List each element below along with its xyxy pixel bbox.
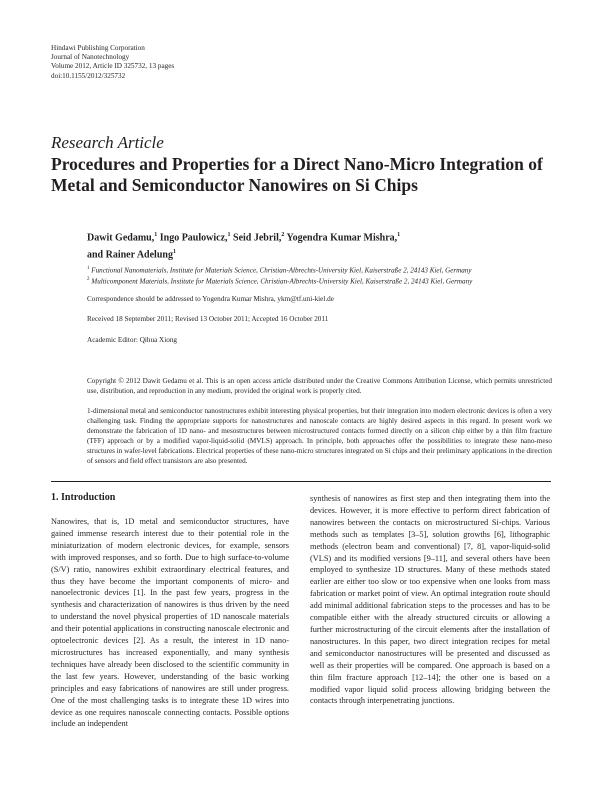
copyright-notice: Copyright © 2012 Dawit Gedamu et al. This is an open access article distributed under the Creative Commons Attribution License, which permits unrestricted use, distribution, and reproduction in any medium, provided the original work is properly cited. — [87, 377, 552, 395]
author-name: Dawit Gedamu, — [87, 232, 155, 244]
editor-line: Academic Editor: Qihua Xiong — [87, 336, 178, 344]
author-name: Ingo Paulowicz, — [159, 232, 228, 244]
affiliation-item: $^2$ Multicomponent Materials, Institute for Materials Science, Christian-Albrechts-University Kiel, Kaiserstraße 2, 24143 Kiel, Germany — [87, 277, 473, 286]
author-name: and Rainer Adelung — [87, 249, 173, 261]
paragraph: Nanowires, that is, 1D metal and semiconductor structures, have gained immense research interest due to their potential role in the miniaturization of modern electronic devices, for example, sensors with improved responses, and so forth. Due to high surface-to-volume (S/V) ratio, nanowires exhibit extraordinary electrical features, and thus they have become the important components of micro- and nanoelectronic devices [1]. In the past few years, progress in the synthesis and characterization of nanowires is thus driven by the need to understand the novel physical properties of 1D nanoscale materials and their potential applications in constructing nanoscale electronic and optoelectronic devices [2]. As a result, the interest in 1D nano-microstructures has increased exponentially, and many synthesis techniques have already been disclosed to the scientific community in the last few years. However, understanding of the basic working principles and easy fabrications of nanowires are still under progress. One of the most challenging tasks is to integrate these 1D wires into device as one requires nanoscale connecting contacts. Possible options include an independent — [51, 517, 289, 729]
author-affiliation-mark: 2 — [281, 232, 285, 238]
journal-line: Journal of Nanotechnology — [51, 53, 130, 62]
author-affiliation-mark: 1 — [227, 232, 231, 238]
affiliation-item: $^1$ Functional Nanomaterials, Institute for Materials Science, Christian-Albrechts-University Kiel, Kaiserstraße 2, 24143 Kiel, Germany — [87, 266, 472, 275]
author-list — [87, 228, 557, 263]
volume-line: Volume 2012, Article ID 325732, 13 pages — [51, 62, 175, 71]
paper-title: Procedures and Properties for a Direct Nano-Micro Integration of Metal and Semiconductor Nanowires on Si Chips — [51, 154, 543, 195]
correspondence-line: Correspondence should be addressed to Yogendra Kumar Mishra, ykm@tf.uni-kiel.de — [87, 295, 334, 303]
doi-line: doi:10.1155/2012/325732 — [51, 71, 126, 80]
author-affiliation-mark: 1 — [172, 249, 176, 256]
abstract-text: 1-dimensional metal and semiconductor nanostructures exhibit interesting physical properties, but their integration into modern electronic devices is often a very challenging task. Finding the appropriate supports for nanostructures and nanoscale contacts are highly desired aspects in this regard. In present work we demonstrate the fabrication of 1D nano- and mesostructures between microstructured contacts formed directly on a silicon chip either by a thin film fracture (TFF) approach or by a modified vapor-liquid-solid (MVLS) approach. In principle, both approaches offer the possibilities to integrate these nano-meso structures in wafer-level fabrications. Electrical properties of these nano-micro structures integrated on Si chips and their preliminary applications in the direction of sensors and field effect transistors are also presented. — [87, 407, 552, 466]
paragraph: synthesis of nanowires as first step and then integrating them into the devices. However, it is more effective to perform direct fabrication of nanowires between the contacts on microstructured Si-chips. Various methods such as templates [3–5], solution growths [6], lithographic methods (electron beam and conventional) [7, 8], vapor-liquid-solid (VLS) and its modified versions [9–11], and several others have been employed to synthesize 1D structures. Many of these methods stated earlier are either too slow or too expensive when one looks from mass fabrication or market point of view. An optimal integration route should add minimal additional fabrication steps to the processes and has to be compatible either with the already structured circuits or allowing a further microstructuring of the circuit elements after the installation of nanostructures. In this paper, two direct integration recipes for metal and semiconductor nanostructures will be presented and discussed as well as their properties will be compared. One approach is based on a thin film fracture approach [12–14]; the other one is based on a modified vapor liquid solid process allowing bridging between the contacts through interpenetrating junctions. — [310, 494, 550, 706]
dates-line: Received 18 September 2011; Revised 13 October 2011; Accepted 16 October 2011 — [87, 315, 329, 323]
affiliation-list — [87, 264, 557, 287]
article-type: Research Article — [51, 133, 164, 152]
author-affiliation-mark: 1 — [154, 232, 158, 238]
intro-left-column — [51, 516, 289, 730]
section-divider — [51, 481, 551, 482]
author-name: Yogendra Kumar Mishra, — [286, 232, 398, 244]
author-name: Seid Jebril, — [233, 232, 282, 244]
intro-right-column — [310, 493, 550, 707]
section-heading: 1. Introduction — [51, 492, 116, 503]
publication-header — [51, 44, 174, 81]
publisher-line: Hindawi Publishing Corporation — [51, 44, 145, 52]
author-affiliation-mark: 1 — [397, 232, 401, 238]
